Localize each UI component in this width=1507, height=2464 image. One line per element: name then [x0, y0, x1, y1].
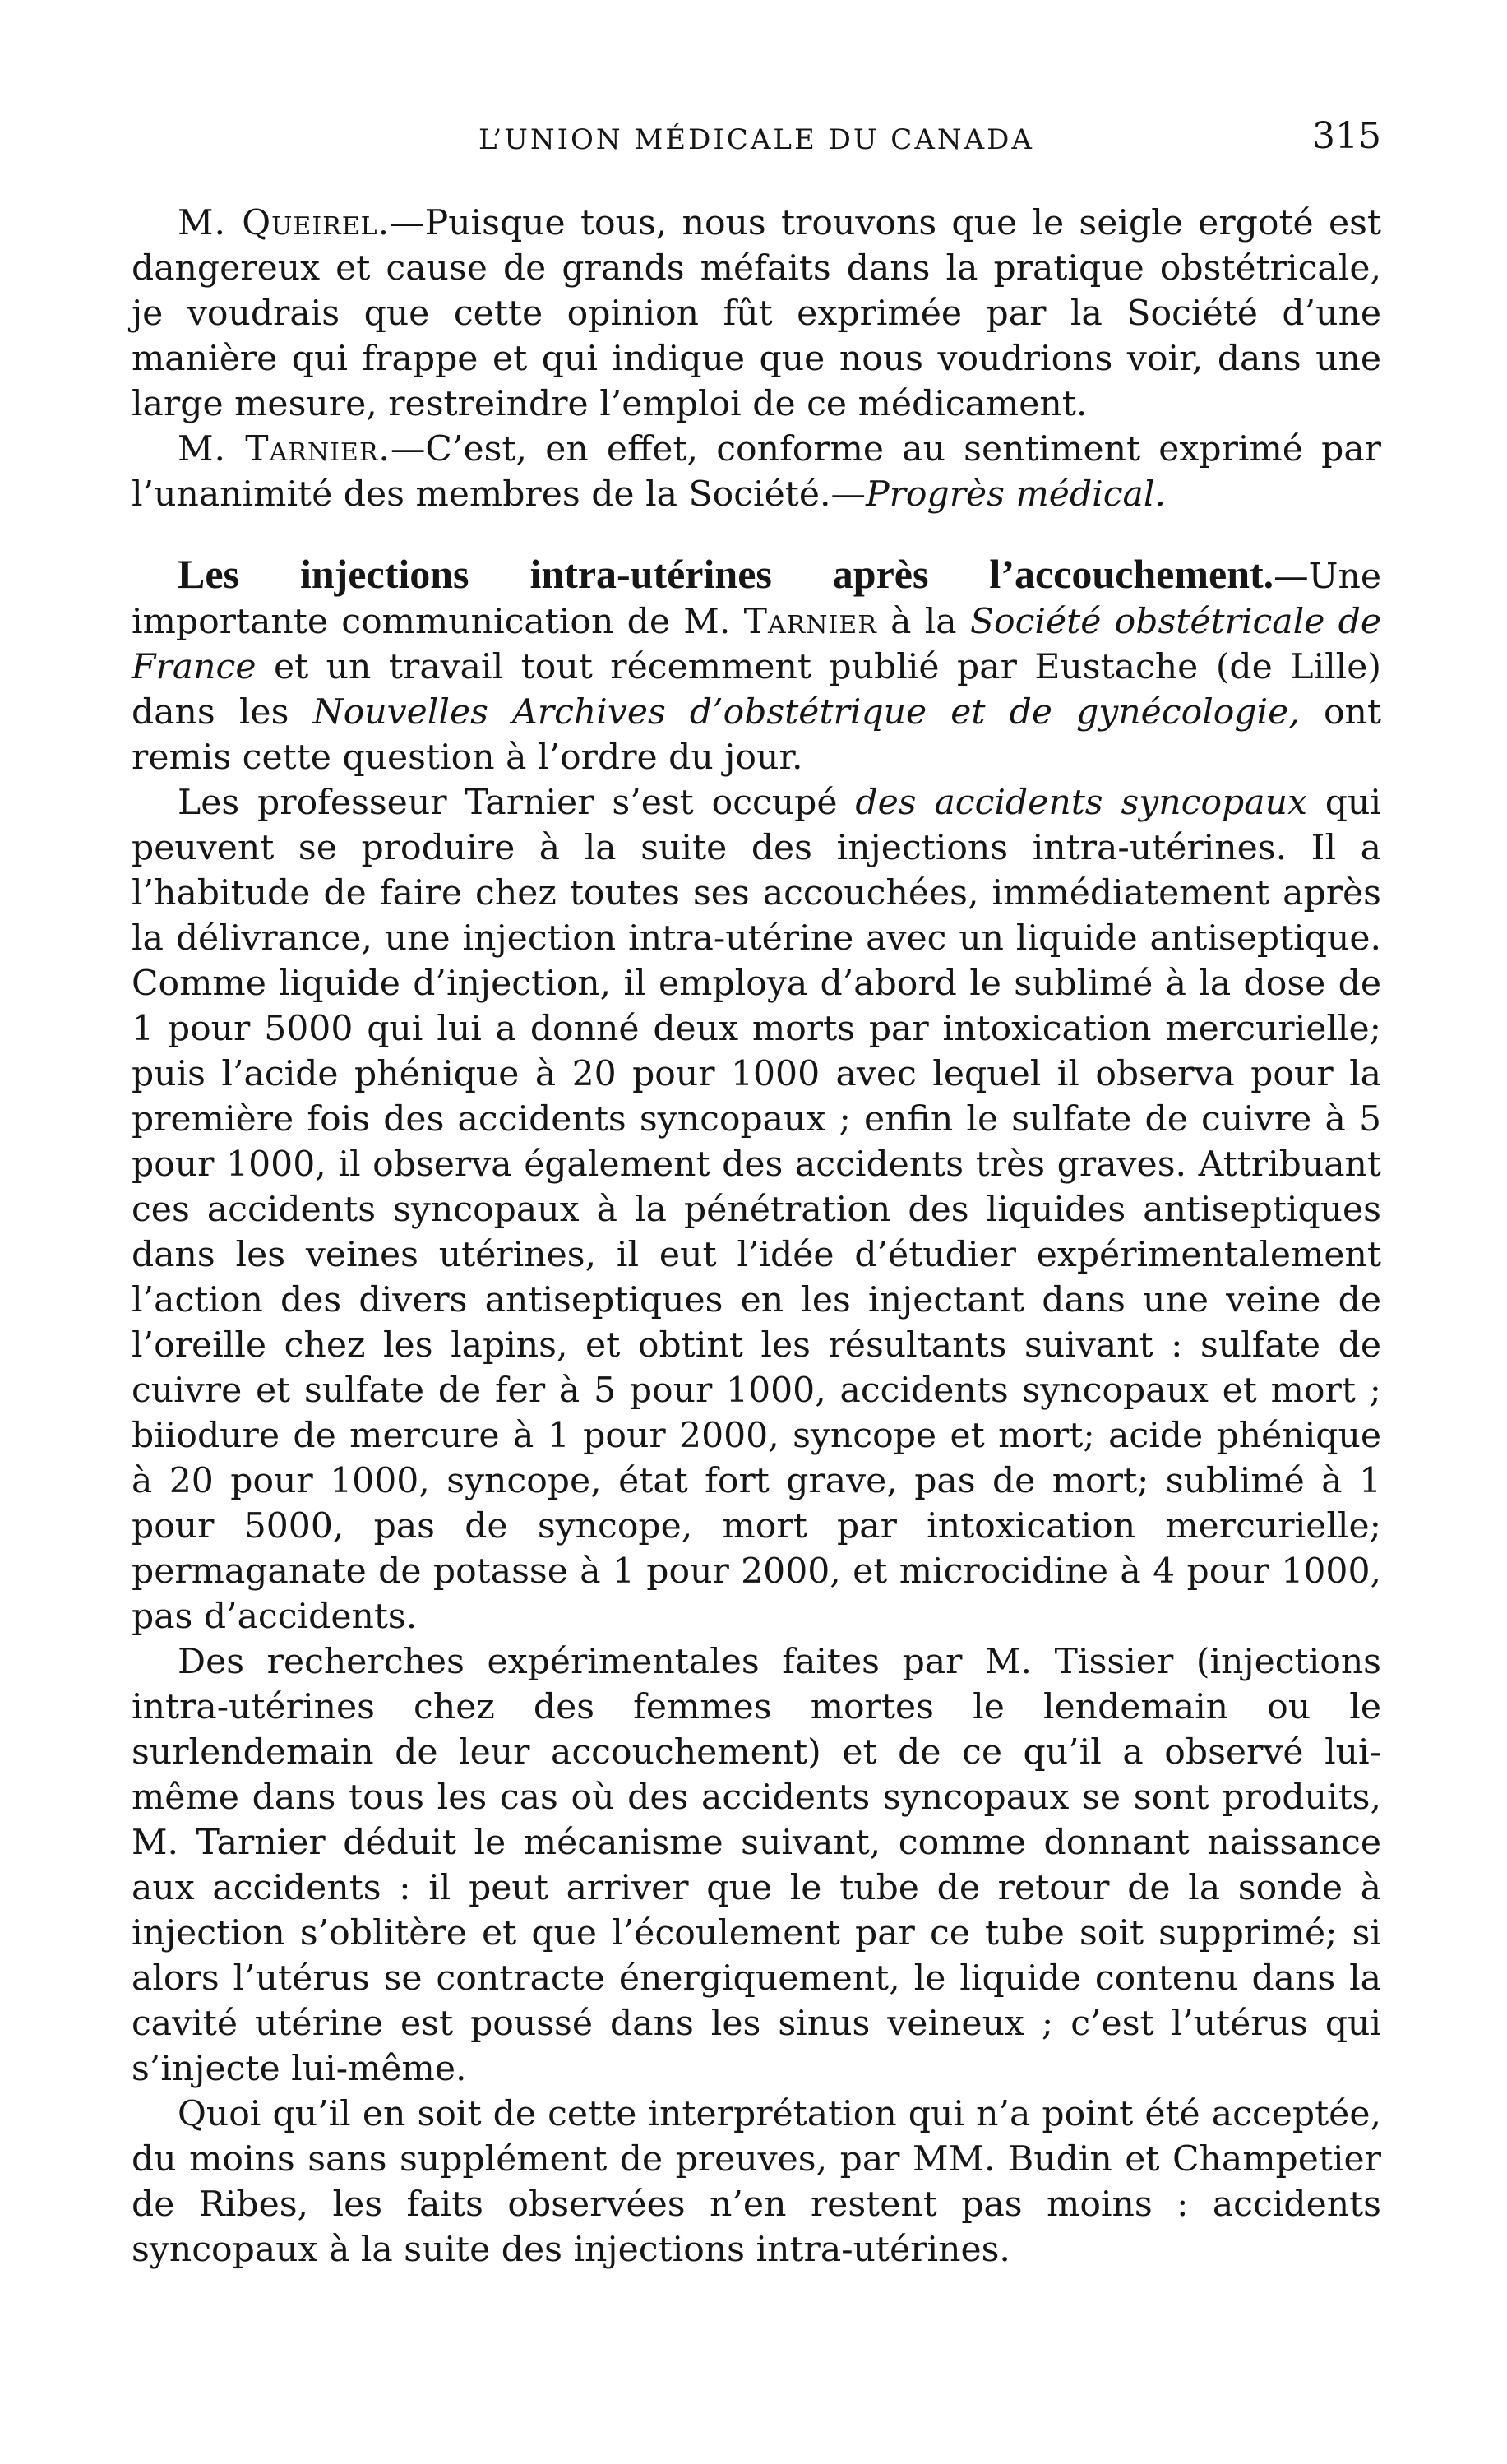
page-header [132, 115, 1381, 173]
p2-italic: des accidents syncopaux [855, 783, 1307, 823]
p2-part-a: Les professeur Tarnier s’est occupé [178, 783, 856, 823]
page [132, 115, 1381, 2272]
p1-part-d: ont remis cette question à l’ordre du jour. [132, 692, 1381, 778]
article-paragraph-3: Des recherches expérimentales faites par M. Tissier (injections intra-utérines chez des femmes mortes le lendemain ou le surlendemain de leur accouchement) et de ce qu’il a observé lui-même dans tous les cas où des accidents syncopaux se sont produits, M. Tarnier déduit le mécanisme suivant, comme donnant naissance aux accidents : il peut arriver que le tube de retour de la sonde à injection s’oblitère et que l’écoulement par ce tube soit supprimé; si alors l’utérus se contracte énergiquement, le liquide contenu dans la cavité utérine est poussé dans les sinus veineux ; c’est l’utérus qui s’injecte lui-même. [132, 1642, 1381, 2089]
source-citation: Progrès médical. [866, 474, 1166, 515]
speaker-queirel: M. Queirel. [178, 203, 391, 243]
p1-part-a: —Une importante communication de M. [132, 557, 1381, 642]
p1-part-c: et un travail tout récemment publié par Eustache (de Lille) dans les [132, 647, 1381, 733]
paragraph-tarnier-reply [132, 427, 1381, 517]
p2-part-b: qui peuvent se produire à la suite des injections intra-utérines. Il a l’habitude de faire chez toutes ses accouchées, immédiatement après la délivrance, une injection intra-utérine avec un liquide antiseptique. Comme liquide d’injection, il employa d’abord le sublimé à la dose de 1 pour 5000 qui lui a donné deux morts par intoxication mercurielle; puis l’acide phénique à 20 pour 1000 avec lequel il observa pour la première fois des accidents syncopaux ; enfin le sulfate de cuivre à 5 pour 1000, il observa également des accidents très graves. Attribuant ces accidents syncopaux à la pénétration des liquides antiseptiques dans les veines utérines, il eut l’idée d’étudier expérimentalement l’action des divers antiseptiques en les injectant dans une veine de l’oreille chez les lapins, et obtint les résultants suivant : sulfate de cuivre et sulfate de fer à 5 pour 1000, accidents syncopaux et mort ; biiodure de mercure à 1 pour 2000, syncope et mort; acide phénique à 20 pour 1000, syncope, état fort grave, pas de mort; sublimé à 1 pour 5000, pas de syncope, mort par intoxication mercurielle; permaganate de potasse à 1 pour 2000, et microcidine à 4 pour 1000, pas d’accidents. [132, 783, 1381, 1637]
article-paragraph-1 [132, 552, 1381, 780]
paragraph-queirel [132, 201, 1381, 427]
p1-journal: Nouvelles Archives d’obstétrique et de gynécologie, [312, 692, 1300, 733]
queirel-text: —Puisque tous, nous trouvons que le seigle ergoté est dangereux et cause de grands méfaits dans la pratique obstétricale, je voudrais que cette opinion fût exprimée par la Société d’une manière qui frappe et qui indique que nous voudrions voir, dans une large mesure, restreindre l’emploi de ce médicament. [132, 203, 1381, 424]
speaker-tarnier: M. Tarnier. [178, 429, 391, 469]
article-title: Les injections intra-utérines après l’accouchement. [178, 551, 1274, 597]
article-paragraph-2 [132, 780, 1381, 1639]
tarnier-reply-text: —C’est, en effet, conforme au sentiment exprimé par l’unanimité des membres de la Société.— [132, 429, 1381, 515]
article-paragraph-4: Quoi qu’il en soit de cette interprétation qui n’a point été acceptée, du moins sans supplément de preuves, par MM. Budin et Champetier de Ribes, les faits observées n’en restent pas moins : accidents syncopaux à la suite des injections intra-utérines. [132, 2094, 1381, 2270]
p1-part-b: à la [876, 602, 970, 642]
page-number: 315 [1312, 115, 1381, 157]
p1-name-tarnier: Tarnier [743, 602, 877, 642]
p1-society: Société obstétricale de France [132, 602, 1381, 687]
running-head: L’UNION MÉDICALE DU CANADA [478, 123, 1034, 156]
